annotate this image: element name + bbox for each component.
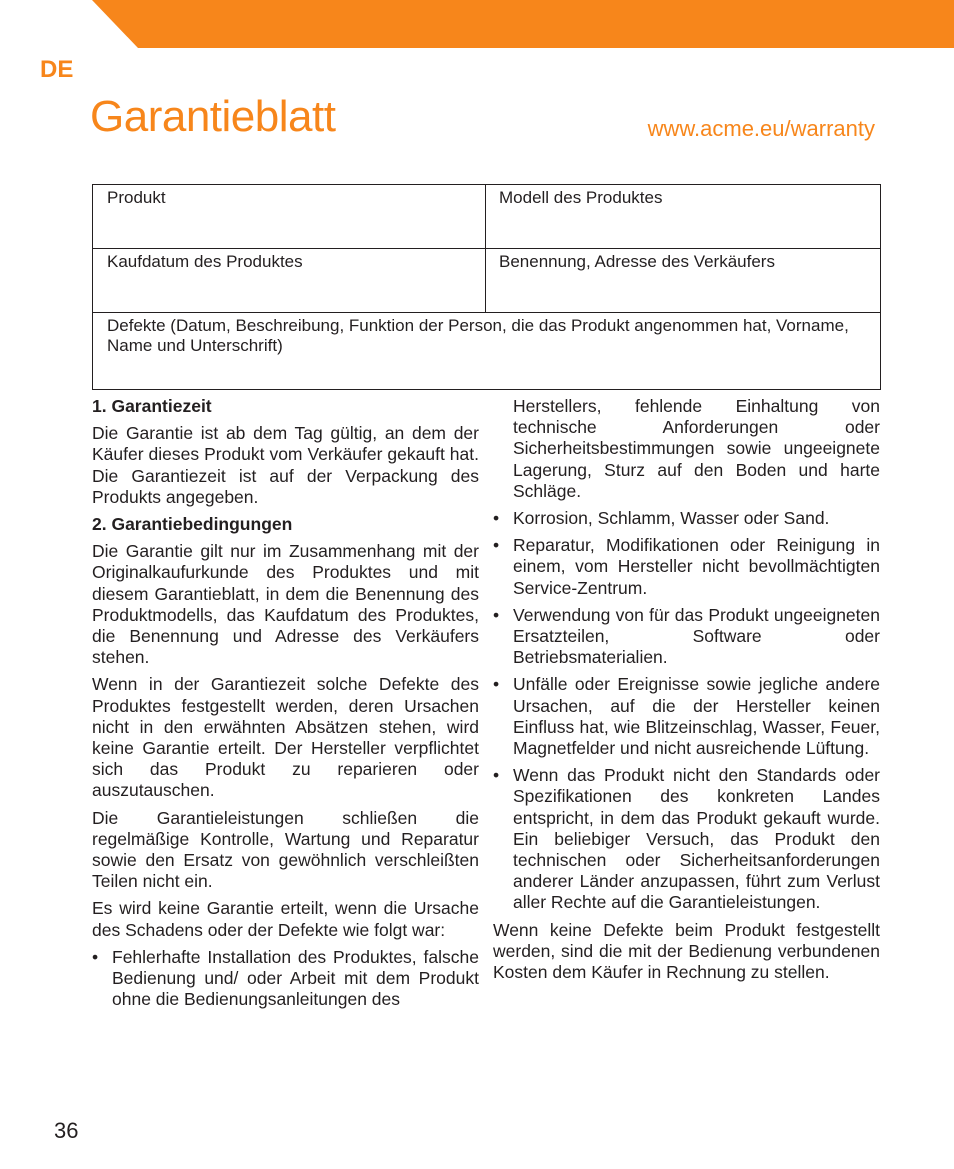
bullet-icon: • [493,765,500,786]
list-item: • Unfälle oder Ereignisse sowie jegliche andere Ursachen, auf die der Hersteller keinen Einfluss hat, wie Blitzeinschlag, Wasser, Feuer, Magnetfelder und nicht ausreichende Lüftung. [493,674,880,759]
bullet-icon: • [493,535,500,556]
exclusion-list-continued [493,508,880,914]
bullet-icon: • [493,508,500,529]
language-code: DE [40,56,74,83]
warranty-form-table [92,184,881,390]
section-heading-warranty-period: 1. Garantiezeit [92,396,212,416]
list-item-continuation: Herstellers, fehlende Einhaltung von technische Anforderungen oder Sicherheitsbestimmungen sowie ungeeignete Lagerung, Sturz auf den Boden und harte Schläge. [513,396,880,501]
list-item: • Fehlerhafte Installation des Produktes, falsche Bedienung und/ oder Arbeit mit dem Produkt ohne die Bedienungsanleitungen des [92,946,479,1010]
seller-field: Benennung, Adresse des Verkäufers [486,249,881,313]
orange-header-band [0,0,954,48]
closing-paragraph: Wenn keine Defekte beim Produkt festgestellt werden, sind die mit der Bedienung verbundenen Kosten dem Käufer in Rechnung zu stellen. [493,919,880,983]
bullet-icon: • [92,946,99,967]
list-item: • Verwendung von für das Produkt ungeeigneten Ersatzteilen, Software oder Betriebsmaterialien. [493,604,880,668]
right-column [493,396,880,989]
list-item: • Reparatur, Modifikationen oder Reinigung in einem, vom Hersteller nicht bevollmächtigten Service-Zentrum. [493,535,880,598]
paragraph: Die Garantieleistungen schließen die regelmäßige Kontrolle, Wartung und Reparatur sowie den Ersatz von gewöhnlich verschleißten Teilen nicht ein. [92,807,479,892]
defects-field: Defekte (Datum, Beschreibung, Funktion der Person, die das Produkt angenommen hat, Vorname, Name und Unterschrift) [93,313,881,390]
purchase-date-field: Kaufdatum des Produktes [93,249,486,313]
paragraph: Es wird keine Garantie erteilt, wenn die Ursache des Schadens oder der Defekte wie folgt war: [92,898,479,940]
section-heading-warranty-conditions: 2. Garantiebedingungen [92,514,293,535]
product-field: Produkt [93,185,486,249]
bullet-icon: • [493,674,500,695]
page-title: Garantieblatt [90,92,336,141]
paragraph: Die Garantie gilt nur im Zusammenhang mit der Originalkaufurkunde des Produktes und mit diesem Garantieblatt, in dem die Benennung des Produktmodells, das Kaufdatum des Produktes, die Benennung und Adresse des Verkäufers stehen. [92,541,479,668]
bullet-icon: • [493,604,500,625]
paragraph: Wenn in der Garantiezeit solche Defekte des Produktes festgestellt werden, deren Ursachen nicht in den erwähnten Absätzen stehen, wird keine Garantie erteilt. Der Hersteller verpflichtet sich das Produkt zu reparieren oder auszutauschen. [92,674,479,801]
list-item: • Korrosion, Schlamm, Wasser oder Sand. [493,508,830,529]
exclusion-list [92,947,479,1011]
left-column [92,396,479,1016]
paragraph-warranty-period: Die Garantie ist ab dem Tag gültig, an dem der Käufer dieses Produkt vom Verkäufer gekauft hat. Die Garantiezeit ist auf der Verpackung des Produkts angegeben. [92,423,479,507]
page-number: 36 [54,1118,79,1143]
warranty-url[interactable]: www.acme.eu/warranty [647,116,875,141]
model-field: Modell des Produktes [486,185,881,249]
list-item: • Wenn das Produkt nicht den Standards oder Spezifikationen des konkreten Landes entspricht, in dem das Produkt gekauft wurde. Ein beliebiger Versuch, das Produkt den technischen oder Sicherheitsanforderungen anderer Länder anzupassen, führt zum Verlust aller Rechte auf die Garantieleistungen. [493,765,880,913]
